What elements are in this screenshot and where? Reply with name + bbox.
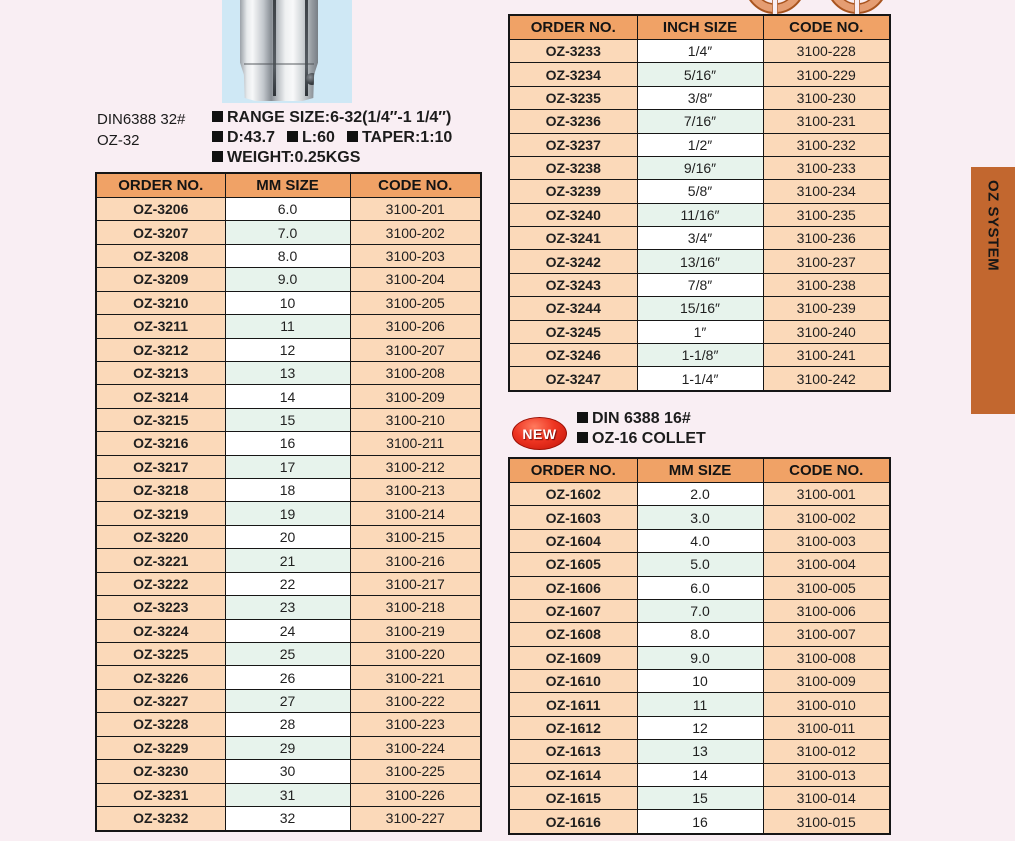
table-row (96, 572, 481, 595)
code-no-cell: 3100-209 (350, 385, 481, 408)
size-cell: 10 (637, 670, 763, 693)
bullet-square-icon (287, 131, 298, 142)
code-no-cell: 3100-008 (763, 646, 890, 669)
code-no-cell: 3100-212 (350, 455, 481, 478)
collet-taper-line (244, 63, 314, 65)
size-cell: 16 (225, 432, 350, 455)
spec-text: WEIGHT:0.25KGS (227, 149, 361, 166)
order-no-cell: OZ-3246 (509, 343, 637, 366)
order-no-cell: OZ-1608 (509, 623, 637, 646)
order-no-cell: OZ-3209 (96, 268, 225, 291)
size-cell: 8.0 (225, 244, 350, 267)
spec-item (212, 129, 275, 146)
code-no-cell: 3100-239 (763, 297, 890, 320)
model-label-block (97, 109, 185, 151)
size-cell: 13 (225, 361, 350, 384)
table-row (509, 810, 890, 834)
table-row (509, 273, 890, 296)
order-no-cell: OZ-3210 (96, 291, 225, 314)
order-no-cell: OZ-3225 (96, 643, 225, 666)
table-header-row (509, 15, 890, 40)
spec-item (347, 129, 452, 146)
collet-logo-circles-icon (742, 0, 902, 15)
code-no-cell: 3100-219 (350, 619, 481, 642)
code-no-header: CODE NO. (763, 15, 890, 40)
new-badge-label: NEW (522, 425, 557, 442)
table-row (96, 268, 481, 291)
code-no-header: CODE NO. (763, 458, 890, 483)
oz-32-inch-table (508, 14, 891, 392)
order-no-cell: OZ-3208 (96, 244, 225, 267)
bullet-square-icon (577, 412, 588, 423)
code-no-cell: 3100-228 (763, 40, 890, 63)
code-no-cell: 3100-220 (350, 643, 481, 666)
oz-16-spec-list (577, 409, 718, 449)
code-no-cell: 3100-236 (763, 227, 890, 250)
order-no-cell: OZ-3212 (96, 338, 225, 361)
order-no-cell: OZ-3214 (96, 385, 225, 408)
order-no-cell: OZ-3217 (96, 455, 225, 478)
size-cell: 24 (225, 619, 350, 642)
table-row (509, 576, 890, 599)
spec-item (287, 129, 335, 146)
table-row (509, 110, 890, 133)
order-no-cell: OZ-3220 (96, 525, 225, 548)
size-cell: 13 (637, 740, 763, 763)
standard-label: DIN6388 32# (97, 111, 186, 128)
size-cell: 1″ (637, 320, 763, 343)
mm-size-header: MM SIZE (225, 173, 350, 198)
order-no-cell: OZ-1610 (509, 670, 637, 693)
order-no-cell: OZ-3243 (509, 273, 637, 296)
table-header-row (509, 458, 890, 483)
code-no-cell: 3100-214 (350, 502, 481, 525)
code-no-cell: 3100-235 (763, 203, 890, 226)
order-no-cell: OZ-1606 (509, 576, 637, 599)
size-cell: 19 (225, 502, 350, 525)
size-cell: 7.0 (637, 599, 763, 622)
code-no-cell: 3100-223 (350, 713, 481, 736)
spec-text: TAPER:1:10 (361, 129, 453, 146)
table-row (509, 180, 890, 203)
size-cell: 10 (225, 291, 350, 314)
table-row (509, 297, 890, 320)
code-no-cell: 3100-014 (763, 786, 890, 809)
table-row (96, 291, 481, 314)
table-header-row (96, 173, 481, 198)
oz-32-mm-table (95, 172, 482, 832)
order-no-cell: OZ-3219 (96, 502, 225, 525)
spec-item (212, 149, 360, 166)
table-row (509, 133, 890, 156)
order-no-cell: OZ-3236 (509, 110, 637, 133)
table-row (509, 367, 890, 391)
oz-16-mm-table (508, 457, 891, 835)
table-row (509, 343, 890, 366)
order-no-header: ORDER NO. (509, 15, 637, 40)
order-no-cell: OZ-3237 (509, 133, 637, 156)
order-no-cell: OZ-1612 (509, 716, 637, 739)
bullet-square-icon (212, 111, 223, 122)
model-label: OZ-32 (97, 132, 140, 149)
collet-body (240, 0, 318, 101)
size-cell: 15 (225, 408, 350, 431)
code-no-cell: 3100-234 (763, 180, 890, 203)
size-cell: 20 (225, 525, 350, 548)
table-row (509, 506, 890, 529)
table-row (509, 693, 890, 716)
size-cell: 12 (225, 338, 350, 361)
size-cell: 3.0 (637, 506, 763, 529)
code-no-cell: 3100-221 (350, 666, 481, 689)
code-no-cell: 3100-210 (350, 408, 481, 431)
size-cell: 9.0 (637, 646, 763, 669)
code-no-cell: 3100-015 (763, 810, 890, 834)
code-no-cell: 3100-226 (350, 783, 481, 806)
size-cell: 32 (225, 806, 350, 831)
size-cell: 9/16″ (637, 156, 763, 179)
code-no-cell: 3100-202 (350, 221, 481, 244)
inch-size-header: INCH SIZE (637, 15, 763, 40)
table-row (509, 740, 890, 763)
size-cell: 4.0 (637, 529, 763, 552)
table-row (96, 736, 481, 759)
size-cell: 3/8″ (637, 86, 763, 109)
code-no-cell: 3100-204 (350, 268, 481, 291)
bullet-square-icon (212, 151, 223, 162)
table-row (509, 483, 890, 506)
code-no-cell: 3100-208 (350, 361, 481, 384)
size-cell: 2.0 (637, 483, 763, 506)
order-no-cell: OZ-3240 (509, 203, 637, 226)
table-row (96, 713, 481, 736)
table-row (509, 40, 890, 63)
spec-item (577, 410, 691, 427)
code-no-cell: 3100-002 (763, 506, 890, 529)
code-no-cell: 3100-003 (763, 529, 890, 552)
order-no-cell: OZ-3207 (96, 221, 225, 244)
order-no-cell: OZ-3218 (96, 479, 225, 502)
code-no-cell: 3100-201 (350, 198, 481, 221)
code-no-cell: 3100-225 (350, 760, 481, 783)
size-cell: 23 (225, 596, 350, 619)
code-no-cell: 3100-216 (350, 549, 481, 572)
code-no-cell: 3100-203 (350, 244, 481, 267)
order-no-cell: OZ-3224 (96, 619, 225, 642)
size-cell: 15 (637, 786, 763, 809)
side-tab-label: OZ SYSTEM (984, 180, 1002, 272)
size-cell: 8.0 (637, 623, 763, 646)
spec-item (212, 109, 451, 126)
table-row (96, 806, 481, 831)
order-no-cell: OZ-3221 (96, 549, 225, 572)
order-no-cell: OZ-3230 (96, 760, 225, 783)
order-no-cell: OZ-3223 (96, 596, 225, 619)
bullet-square-icon (212, 131, 223, 142)
new-badge (512, 417, 567, 450)
order-no-cell: OZ-3215 (96, 408, 225, 431)
code-no-cell: 3100-011 (763, 716, 890, 739)
order-no-cell: OZ-3232 (96, 806, 225, 831)
code-no-cell: 3100-227 (350, 806, 481, 831)
spec-line (577, 429, 718, 449)
table-row (96, 338, 481, 361)
table-row (96, 689, 481, 712)
spec-text: D:43.7 (227, 129, 276, 146)
size-cell: 30 (225, 760, 350, 783)
table-row (509, 670, 890, 693)
size-cell: 11 (225, 315, 350, 338)
order-no-cell: OZ-3241 (509, 227, 637, 250)
table-row (96, 760, 481, 783)
table-row (96, 479, 481, 502)
table-row (96, 783, 481, 806)
size-cell: 1-1/8″ (637, 343, 763, 366)
code-no-cell: 3100-217 (350, 572, 481, 595)
code-no-cell: 3100-240 (763, 320, 890, 343)
table-row (96, 596, 481, 619)
order-no-cell: OZ-1613 (509, 740, 637, 763)
code-no-cell: 3100-233 (763, 156, 890, 179)
size-cell: 16 (637, 810, 763, 834)
order-no-cell: OZ-1611 (509, 693, 637, 716)
code-no-cell: 3100-213 (350, 479, 481, 502)
size-cell: 27 (225, 689, 350, 712)
code-no-cell: 3100-211 (350, 432, 481, 455)
order-no-cell: OZ-3234 (509, 63, 637, 86)
order-no-cell: OZ-3242 (509, 250, 637, 273)
spec-line (577, 409, 718, 429)
order-no-cell: OZ-1605 (509, 553, 637, 576)
code-no-cell: 3100-005 (763, 576, 890, 599)
size-cell: 1/4″ (637, 40, 763, 63)
order-no-cell: OZ-1616 (509, 810, 637, 834)
size-cell: 14 (637, 763, 763, 786)
code-no-cell: 3100-241 (763, 343, 890, 366)
size-cell: 11/16″ (637, 203, 763, 226)
table-row (96, 549, 481, 572)
order-no-cell: OZ-3211 (96, 315, 225, 338)
order-no-cell: OZ-1604 (509, 529, 637, 552)
size-cell: 12 (637, 716, 763, 739)
table-row (509, 203, 890, 226)
collet-slit (273, 0, 276, 96)
size-cell: 6.0 (225, 198, 350, 221)
size-cell: 13/16″ (637, 250, 763, 273)
size-cell: 1/2″ (637, 133, 763, 156)
table-row (96, 619, 481, 642)
table-row (96, 385, 481, 408)
order-no-cell: OZ-1614 (509, 763, 637, 786)
collet-product-photo (222, 0, 352, 103)
order-no-cell: OZ-3229 (96, 736, 225, 759)
table-row (509, 320, 890, 343)
bullet-square-icon (347, 131, 358, 142)
spec-text: RANGE SIZE:6-32(1/4″-1 1/4″) (227, 109, 452, 126)
code-no-header: CODE NO. (350, 173, 481, 198)
size-cell: 22 (225, 572, 350, 595)
table-row (509, 529, 890, 552)
order-no-cell: OZ-3231 (96, 783, 225, 806)
order-no-cell: OZ-3245 (509, 320, 637, 343)
table-row (96, 432, 481, 455)
spec-text: OZ-16 COLLET (592, 430, 706, 447)
spec-text: DIN 6388 16# (592, 410, 691, 427)
code-no-cell: 3100-007 (763, 623, 890, 646)
table-row (96, 666, 481, 689)
table-row (509, 227, 890, 250)
size-cell: 6.0 (637, 576, 763, 599)
code-no-cell: 3100-230 (763, 86, 890, 109)
table-row (509, 646, 890, 669)
mm-size-header: MM SIZE (637, 458, 763, 483)
table-row (509, 63, 890, 86)
size-cell: 31 (225, 783, 350, 806)
bullet-square-icon (577, 432, 588, 443)
code-no-cell: 3100-009 (763, 670, 890, 693)
side-tab-oz-system (971, 167, 1015, 414)
order-no-header: ORDER NO. (509, 458, 637, 483)
collet-hole (306, 73, 318, 85)
order-no-cell: OZ-3222 (96, 572, 225, 595)
table-row (96, 643, 481, 666)
size-cell: 28 (225, 713, 350, 736)
size-cell: 14 (225, 385, 350, 408)
size-cell: 26 (225, 666, 350, 689)
spec-line (212, 148, 464, 168)
spec-item (577, 430, 706, 447)
size-cell: 7/8″ (637, 273, 763, 296)
spec-line (212, 128, 464, 148)
code-no-cell: 3100-231 (763, 110, 890, 133)
spec-line (212, 108, 464, 128)
order-no-cell: OZ-1615 (509, 786, 637, 809)
code-no-cell: 3100-232 (763, 133, 890, 156)
code-no-cell: 3100-218 (350, 596, 481, 619)
order-no-cell: OZ-3244 (509, 297, 637, 320)
code-no-cell: 3100-229 (763, 63, 890, 86)
order-no-cell: OZ-1603 (509, 506, 637, 529)
order-no-cell: OZ-1607 (509, 599, 637, 622)
table-row (509, 623, 890, 646)
order-no-cell: OZ-1602 (509, 483, 637, 506)
order-no-cell: OZ-3216 (96, 432, 225, 455)
size-cell: 29 (225, 736, 350, 759)
table-row (509, 553, 890, 576)
table-row (509, 156, 890, 179)
code-no-cell: 3100-207 (350, 338, 481, 361)
size-cell: 5.0 (637, 553, 763, 576)
table-row (509, 86, 890, 109)
order-no-cell: OZ-3235 (509, 86, 637, 109)
order-no-cell: OZ-3233 (509, 40, 637, 63)
table-row (96, 525, 481, 548)
table-row (96, 198, 481, 221)
table-row (96, 221, 481, 244)
table-row (96, 408, 481, 431)
code-no-cell: 3100-222 (350, 689, 481, 712)
size-cell: 9.0 (225, 268, 350, 291)
table-row (96, 361, 481, 384)
order-no-cell: OZ-3226 (96, 666, 225, 689)
code-no-cell: 3100-010 (763, 693, 890, 716)
code-no-cell: 3100-215 (350, 525, 481, 548)
size-cell: 7.0 (225, 221, 350, 244)
order-no-cell: OZ-3239 (509, 180, 637, 203)
code-no-cell: 3100-224 (350, 736, 481, 759)
order-no-cell: OZ-3206 (96, 198, 225, 221)
table-row (509, 786, 890, 809)
code-no-cell: 3100-242 (763, 367, 890, 391)
code-no-cell: 3100-206 (350, 315, 481, 338)
table-row (509, 763, 890, 786)
code-no-cell: 3100-205 (350, 291, 481, 314)
size-cell: 21 (225, 549, 350, 572)
code-no-cell: 3100-013 (763, 763, 890, 786)
oz-32-spec-list (212, 108, 464, 168)
order-no-cell: OZ-3238 (509, 156, 637, 179)
code-no-cell: 3100-012 (763, 740, 890, 763)
code-no-cell: 3100-237 (763, 250, 890, 273)
size-cell: 7/16″ (637, 110, 763, 133)
size-cell: 1-1/4″ (637, 367, 763, 391)
order-no-cell: OZ-3247 (509, 367, 637, 391)
table-row (96, 244, 481, 267)
code-no-cell: 3100-004 (763, 553, 890, 576)
size-cell: 5/8″ (637, 180, 763, 203)
code-no-cell: 3100-006 (763, 599, 890, 622)
size-cell: 15/16″ (637, 297, 763, 320)
table-row (96, 315, 481, 338)
order-no-cell: OZ-3227 (96, 689, 225, 712)
order-no-cell: OZ-3213 (96, 361, 225, 384)
size-cell: 5/16″ (637, 63, 763, 86)
table-row (509, 716, 890, 739)
size-cell: 18 (225, 479, 350, 502)
size-cell: 25 (225, 643, 350, 666)
table-row (96, 502, 481, 525)
code-no-cell: 3100-001 (763, 483, 890, 506)
size-cell: 17 (225, 455, 350, 478)
order-no-cell: OZ-3228 (96, 713, 225, 736)
order-no-header: ORDER NO. (96, 173, 225, 198)
table-row (96, 455, 481, 478)
spec-text: L:60 (302, 129, 335, 146)
order-no-cell: OZ-1609 (509, 646, 637, 669)
table-row (509, 599, 890, 622)
size-cell: 3/4″ (637, 227, 763, 250)
size-cell: 11 (637, 693, 763, 716)
table-row (509, 250, 890, 273)
code-no-cell: 3100-238 (763, 273, 890, 296)
